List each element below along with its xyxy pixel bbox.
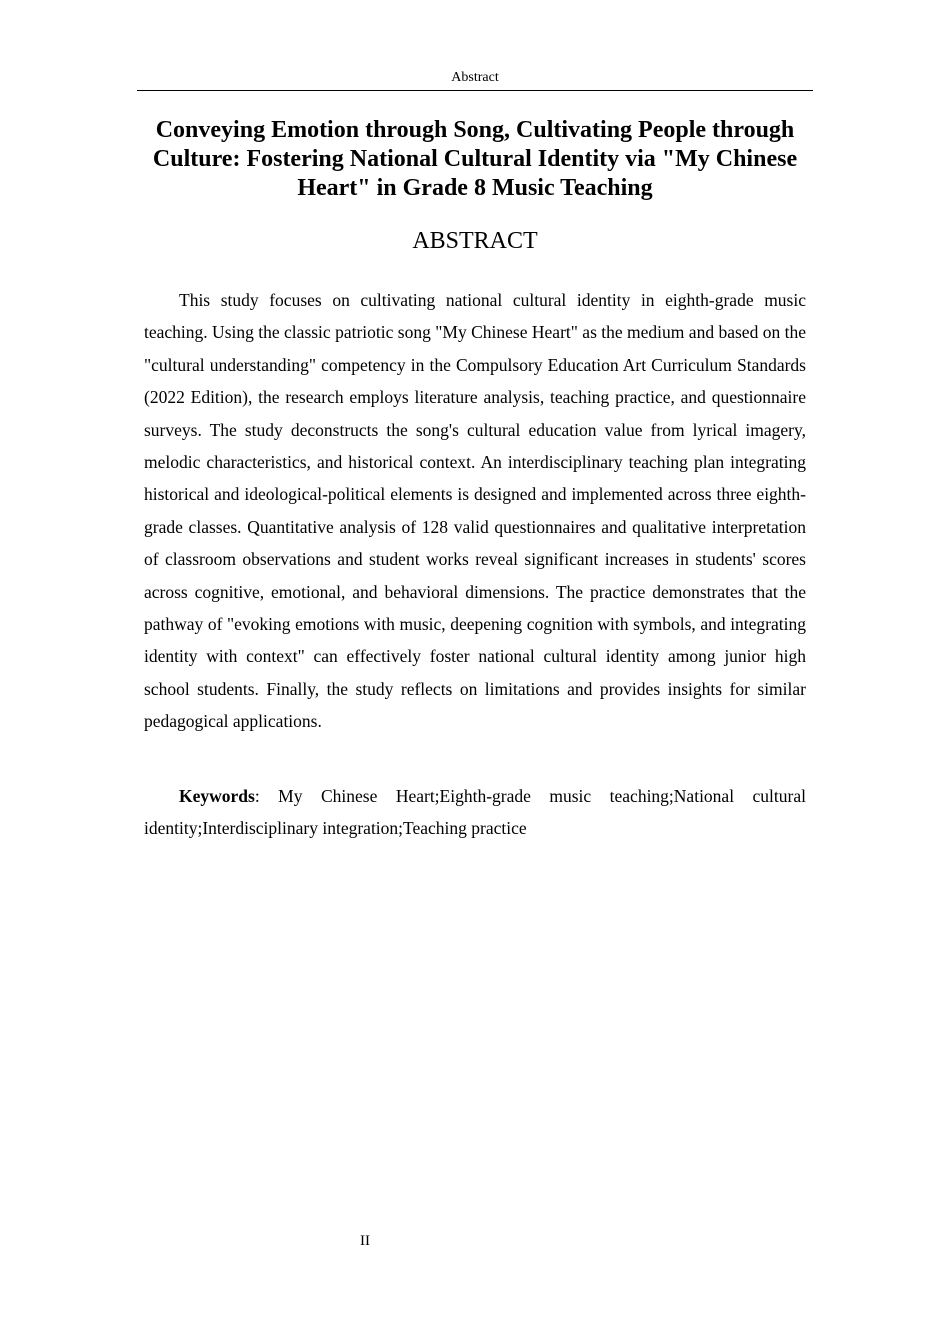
paper-title: Conveying Emotion through Song, Cultivating People through Culture: Fostering National Cultural Identity via "My Chinese Heart" in Grade 8 Music Teaching [152,117,798,201]
abstract-heading: ABSTRACT [412,228,538,254]
keywords-paragraph [144,780,806,845]
keywords-separator: : [254,786,279,806]
abstract-body: This study focuses on cultivating national cultural identity in eighth-grade music teaching. Using the classic patriotic song "My Chinese Heart" as the medium and based on the "cultural understanding" competency in the Compulsory Education Art Curriculum Standards (2022 Edition), the research employs literature analysis, teaching practice, and questionnaire surveys. The study deconstructs the song's cultural education value from lyrical imagery, melodic characteristics, and historical context. An interdisciplinary teaching plan integrating historical and ideological-political elements is designed and implemented across three eighth-grade classes. Quantitative analysis of 128 valid questionnaires and qualitative interpretation of classroom observations and student works reveal significant increases in students' scores across cognitive, emotional, and behavioral dimensions. The practice demonstrates that the pathway of "evoking emotions with music, deepening cognition with symbols, and integrating identity with context" can effectively foster national cultural identity among junior high school students. Finally, the study reflects on limitations and provides insights for similar pedagogical applications. [144,290,806,732]
running-header-title: Abstract [451,70,499,85]
page-number: II [360,1233,370,1249]
running-header [137,69,813,91]
keywords-text: My Chinese Heart;Eighth-grade music teaching;National cultural identity;Interdisciplinary integration;Teaching practice [144,786,806,839]
keywords-label: Keywords [179,786,255,806]
